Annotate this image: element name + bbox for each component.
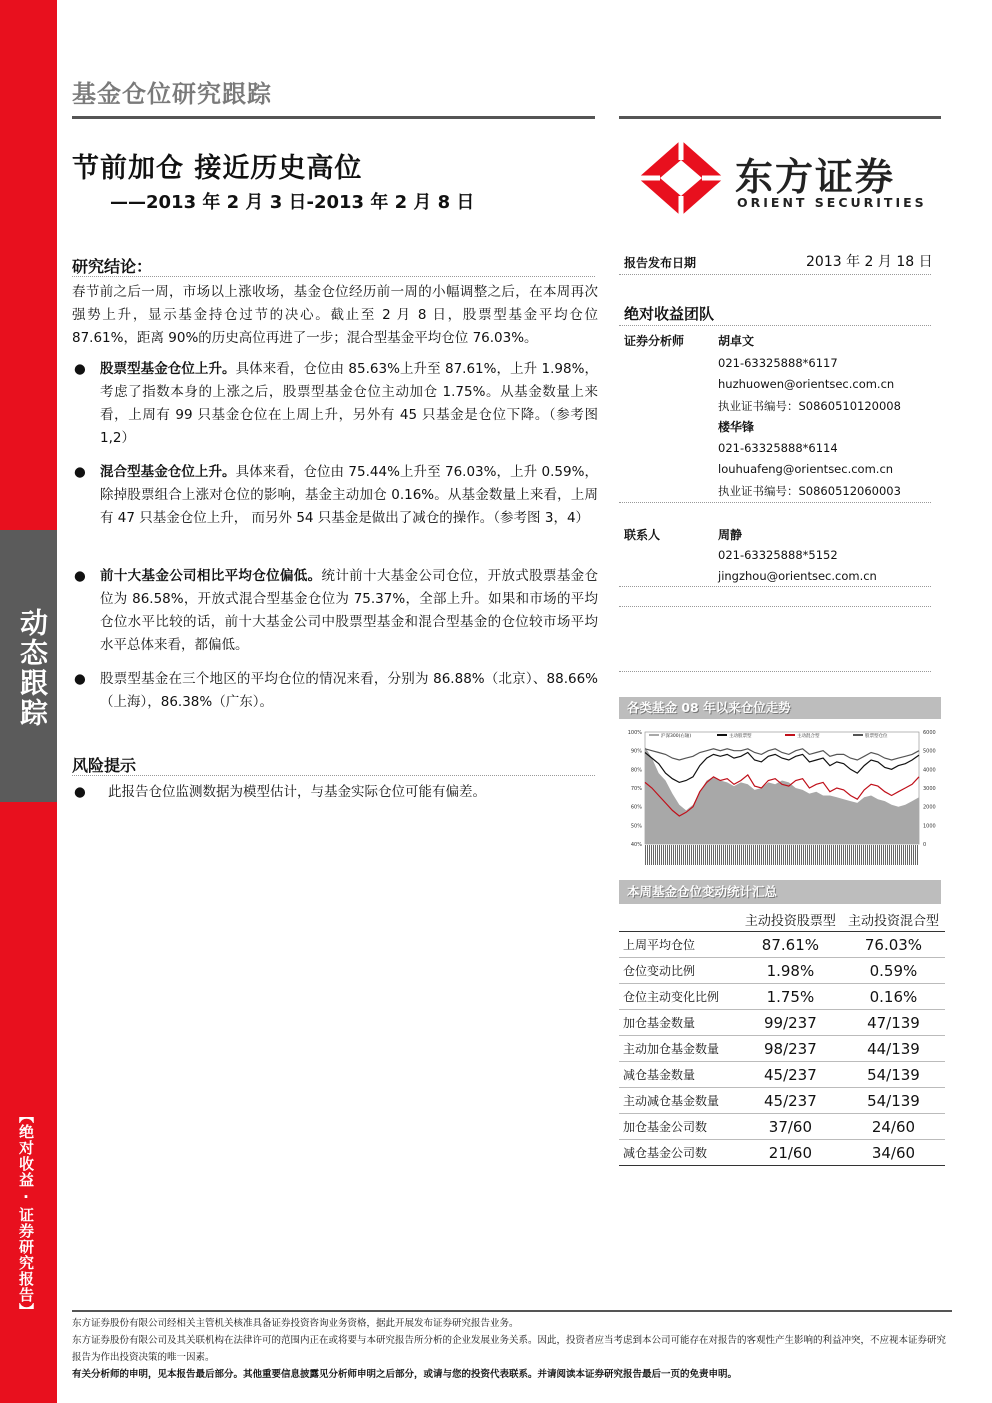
- analyst-divider: [619, 502, 931, 503]
- row-value: 45/237: [739, 1062, 842, 1088]
- bullet-lead: 混合型基金仓位上升。: [100, 464, 236, 480]
- row-label: 加仓基金数量: [619, 1010, 739, 1036]
- legend-swatch: [785, 734, 795, 736]
- row-value: 24/60: [842, 1114, 945, 1140]
- left-sidebar: [0, 0, 57, 1403]
- sidebar-report-category-label: 【绝对收益·证券研究报告】: [17, 1108, 35, 1319]
- row-value: 54/139: [842, 1088, 945, 1114]
- row-value: 45/237: [739, 1088, 842, 1114]
- risk-heading: 风险提示: [72, 756, 137, 775]
- sidebar-red-band-top: [0, 0, 57, 530]
- row-value: 99/237: [739, 1010, 842, 1036]
- legend-label: 沪深300(右轴): [661, 734, 692, 739]
- row-value: 37/60: [739, 1114, 842, 1140]
- bullet-text: 具体来看，仓位由 85.63%上升至 87.61%，上升 1.98%，考虑了指数本身的上涨之后，股票型基金仓位主动加仓 1.75%。从基金数量上来看，上周有 99 只基金仓位在上周上升，另外有 45 只基金是仓位下降。（参考图 1,2）: [100, 361, 598, 446]
- row-label: 减仓基金数量: [619, 1062, 739, 1088]
- header-divider-left: [72, 116, 595, 119]
- contact-email[interactable]: jingzhou@orientsec.com.cn: [718, 569, 877, 583]
- row-value: 44/139: [842, 1036, 945, 1062]
- row-value: 1.98%: [739, 958, 842, 984]
- y-left-tick-label: 40%: [630, 842, 642, 848]
- orient-securities-logo-mark: [636, 138, 726, 218]
- header-divider-right: [619, 116, 941, 119]
- row-value: 54/139: [842, 1062, 945, 1088]
- table-header-cell: 主动投资混合型: [842, 907, 945, 932]
- row-value: 98/237: [739, 1036, 842, 1062]
- analyst-1-email[interactable]: huzhuowen@orientsec.com.cn: [718, 377, 895, 391]
- publish-date-label: 报告发布日期: [624, 256, 697, 270]
- row-value: 87.61%: [739, 932, 842, 958]
- conclusion-intro-paragraph: 春节前之后一周，市场以上涨收场，基金仓位经历前一周的小幅调整之后，在本周再次强势上升，显示基金持仓过节的决心。截止至 2 月 8 日，股票型基金平均仓位 87.61%，距离 90%的历史高位再进了一步；混合型基金平均仓位 76.03%。: [72, 284, 598, 346]
- conclusion-bullet-4: [72, 668, 598, 714]
- table-header-cell: [619, 907, 739, 932]
- logo-chinese-name: 东方证券: [735, 155, 896, 199]
- spacer-divider-2: [619, 671, 931, 672]
- bullet-dot-icon: ●: [74, 784, 86, 800]
- analyst-2-email[interactable]: louhuafeng@orientsec.com.cn: [718, 462, 894, 476]
- analyst-2-phone: 021-63325888*6114: [718, 441, 838, 455]
- y-left-tick-label: 60%: [630, 804, 642, 811]
- table-header-cell: 主动投资股票型: [739, 907, 842, 932]
- analyst-1-name: 胡卓文: [718, 334, 755, 348]
- footer-line-1: 东方证券股份有限公司经相关主管机关核准具备证券投资咨询业务资格，据此开展发布证券研究报告业务。: [72, 1318, 519, 1329]
- y-left-tick-label: 50%: [630, 823, 642, 830]
- legend-swatch: [649, 734, 659, 736]
- team-divider: [619, 325, 931, 326]
- analyst-label: 证券分析师: [624, 334, 685, 348]
- table-header-row: [619, 907, 945, 932]
- table-row: [619, 958, 945, 984]
- bullet-dot-icon: ●: [74, 671, 86, 687]
- footer-divider: [72, 1310, 952, 1312]
- table-row: [619, 1010, 945, 1036]
- table-row: [619, 1114, 945, 1140]
- legend-label: 主动股票型: [729, 734, 752, 739]
- table-row: [619, 1140, 945, 1166]
- bullet-dot-icon: ●: [74, 361, 86, 377]
- row-label: 加仓基金公司数: [619, 1114, 739, 1140]
- spacer-divider-1: [619, 606, 931, 607]
- bullet-text: 统计前十大基金公司仓位，开放式股票基金仓位为 86.58%，开放式混合型基金仓位为 75.37%，全部上升。如果和市场的平均仓位水平比较的话，前十大基金公司中股票型基金和混合型基金的仓位较市场平均水平总体来看，都偏低。: [100, 568, 599, 653]
- table-row: [619, 1036, 945, 1062]
- y-left-tick-label: 80%: [630, 767, 642, 774]
- y-left-tick-label: 90%: [630, 748, 642, 755]
- table-row: [619, 1088, 945, 1114]
- summary-table-heading: 本周基金仓位变动统计汇总: [619, 880, 941, 904]
- conclusion-divider: [72, 276, 595, 277]
- row-label: 主动减仓基金数量: [619, 1088, 739, 1114]
- chart-section-heading: 各类基金 08 年以来仓位走势: [619, 697, 941, 719]
- row-label: 减仓基金公司数: [619, 1140, 739, 1166]
- row-value: 47/139: [842, 1010, 945, 1036]
- analyst-2-name: 楼华锋: [718, 420, 755, 434]
- section-title: 基金仓位研究跟踪: [72, 80, 272, 108]
- footer-line-3: 有关分析师的申明，见本报告最后部分。其他重要信息披露见分析师申明之后部分，或请与您的投资代表联系。并请阅读本证券研究报告最后一页的免责申明。: [72, 1369, 738, 1380]
- row-value: 0.16%: [842, 984, 945, 1010]
- analyst-2-cert: 执业证书编号：S0860512060003: [718, 484, 901, 498]
- legend-label: 股票型仓位: [865, 734, 888, 739]
- summary-table: [619, 907, 945, 1166]
- row-value: 76.03%: [842, 932, 945, 958]
- contact-phone: 021-63325888*5152: [718, 548, 838, 562]
- report-title: 节前加仓 接近历史高位: [72, 153, 363, 184]
- bullet-dot-icon: ●: [74, 464, 86, 480]
- risk-divider: [72, 775, 595, 776]
- bullet-text: 股票型基金在三个地区的平均仓位的情况来看，分别为 86.88%（北京）、88.66%（上海），86.38%（广东）。: [100, 671, 598, 710]
- y-right-tick-label: 6000: [923, 730, 936, 736]
- y-right-tick-label: 4000: [923, 767, 936, 774]
- conclusion-bullet-3: [72, 565, 598, 657]
- legend-swatch: [717, 734, 727, 736]
- team-heading: 绝对收益团队: [624, 305, 715, 323]
- footer-line-2: 东方证券股份有限公司及其关联机构在法律许可的范围内正在或将要与本研究报告所分析的企业发展业务关系。因此，投资者应当考虑到本公司可能存在对报告的客观性产生影响的利益冲突，不应视本证券研究报告为作出投资决策的唯一因素。: [72, 1335, 947, 1363]
- report-subtitle-period: ——2013 年 2 月 3 日-2013 年 2 月 8 日: [110, 192, 475, 213]
- row-value: 34/60: [842, 1140, 945, 1166]
- conclusion-bullet-1: [72, 358, 598, 450]
- logo-english-name: ORIENT SECURITIES: [737, 195, 927, 210]
- row-value: 1.75%: [739, 984, 842, 1010]
- row-label: 仓位主动变化比例: [619, 984, 739, 1010]
- publish-date-value: 2013 年 2 月 18 日: [806, 254, 933, 270]
- sidebar-report-type-label: 动态跟踪: [16, 608, 49, 728]
- bullet-lead: 前十大基金公司相比平均仓位偏低。: [100, 568, 322, 584]
- legend-swatch: [853, 734, 863, 736]
- contact-label: 联系人: [624, 528, 661, 542]
- y-right-tick-label: 2000: [923, 804, 936, 811]
- table-row: [619, 1062, 945, 1088]
- risk-item: [72, 781, 598, 804]
- conclusion-heading: 研究结论：: [72, 257, 153, 276]
- chart-svg: [619, 722, 941, 868]
- bullet-lead: 股票型基金仓位上升。: [100, 361, 236, 377]
- contact-name: 周静: [718, 528, 743, 542]
- bullet-dot-icon: ●: [74, 568, 86, 584]
- row-value: 21/60: [739, 1140, 842, 1166]
- y-right-tick-label: 5000: [923, 748, 936, 755]
- y-left-tick-label: 100%: [627, 730, 642, 736]
- disclaimer-footer: [72, 1315, 952, 1383]
- y-right-tick-label: 1000: [923, 823, 936, 830]
- table-row: [619, 984, 945, 1010]
- row-label: 上周平均仓位: [619, 932, 739, 958]
- row-value: 0.59%: [842, 958, 945, 984]
- row-label: 仓位变动比例: [619, 958, 739, 984]
- analyst-1-cert: 执业证书编号：S0860510120008: [718, 399, 901, 413]
- y-right-tick-label: 0: [923, 842, 927, 848]
- y-left-tick-label: 70%: [630, 786, 642, 792]
- bullet-text: 具体来看，仓位由 75.44%上升至 76.03%，上升 0.59%，除掉股票组合上涨对仓位的影响，基金主动加仓 0.16%。从基金数量上来看，上周有 47 只基金仓位上升， 而另外 54 只基金是做出了减仓的操作。（参考图 3，4）: [100, 464, 598, 526]
- risk-text: 此报告仓位监测数据为模型估计，与基金实际仓位可能有偏差。: [108, 784, 486, 800]
- position-trend-chart: [619, 722, 941, 868]
- row-label: 主动加仓基金数量: [619, 1036, 739, 1062]
- conclusion-bullet-2: [72, 461, 598, 530]
- y-right-tick-label: 3000: [923, 786, 936, 792]
- legend-label: 主动混合型: [797, 734, 820, 739]
- table-row: [619, 932, 945, 958]
- contact-divider: [619, 586, 931, 587]
- x-axis-date-labels: [645, 845, 919, 865]
- analyst-1-phone: 021-63325888*6117: [718, 356, 838, 370]
